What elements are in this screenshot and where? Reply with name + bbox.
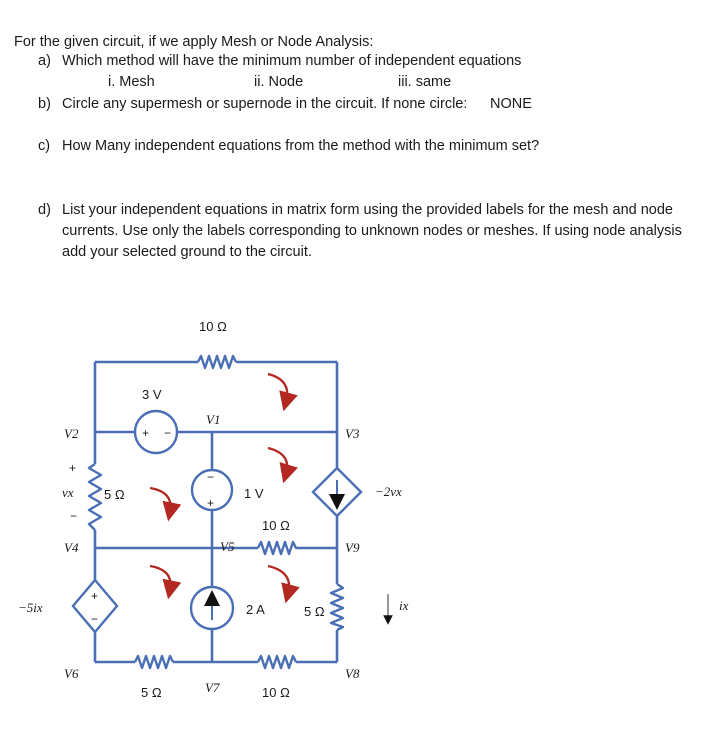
source-3v-label: 3 V (142, 387, 162, 402)
dep-source-minus-sign: − (91, 612, 99, 626)
question-d-line-1: List your independent equations in matrix form using the provided labels for the mesh and node (62, 202, 673, 218)
resistor-bottom-left-label: 5 Ω (141, 685, 162, 700)
intro-text: For the given circuit, if we apply Mesh or Node Analysis: (14, 34, 374, 50)
question-d-label: d) (38, 202, 51, 218)
option-same[interactable]: iii. same (398, 74, 452, 90)
dependent-voltage-label: −5ix (18, 600, 43, 615)
dependent-current-label: −2vx (375, 484, 402, 499)
option-none[interactable]: NONE (490, 96, 532, 112)
resistor-bottom-right (258, 656, 296, 668)
source-1v-plus-sign: + (207, 496, 215, 510)
resistor-top-label: 10 Ω (199, 319, 227, 334)
mesh-arrow-lower-right-icon (268, 566, 289, 594)
vx-minus-sign: − (70, 509, 78, 523)
resistor-middle (258, 542, 298, 554)
node-v7-label: V7 (205, 680, 220, 695)
node-v1-label: V1 (206, 412, 221, 427)
question-a-text: Which method will have the minimum number of independent equations (62, 53, 522, 69)
question-c-text: How Many independent equations from the method with the minimum set? (62, 138, 540, 154)
vx-plus-sign: + (69, 461, 77, 475)
resistor-right (331, 584, 343, 630)
option-mesh[interactable]: i. Mesh (108, 74, 155, 90)
question-d-line-2: currents. Use only the labels corresponding to unknown nodes or meshes. If using node analysis (62, 223, 682, 239)
resistor-left (89, 464, 101, 530)
node-v8-label: V8 (345, 666, 360, 681)
question-a-label: a) (38, 53, 51, 69)
source-3v-minus-sign: − (164, 426, 172, 440)
source-1v-label: 1 V (244, 486, 264, 501)
resistor-top (198, 356, 236, 368)
mesh-arrow-top-icon (268, 374, 287, 402)
resistor-right-label: 5 Ω (304, 604, 325, 619)
question-c-label: c) (38, 138, 51, 154)
question-b-text: Circle any supermesh or supernode in the circuit. If none circle: (62, 96, 468, 112)
question-d-line-3: add your selected ground to the circuit. (62, 244, 312, 260)
resistor-middle-label: 10 Ω (262, 518, 290, 533)
source-1v-minus-sign: − (207, 470, 215, 484)
node-v3-label: V3 (345, 426, 360, 441)
ix-label: ix (399, 598, 409, 613)
mesh-arrow-left-icon (150, 488, 171, 512)
dep-source-plus-sign: + (91, 589, 99, 603)
source-3v-plus-sign: + (142, 426, 150, 440)
node-v2-label: V2 (64, 426, 79, 441)
vx-label: vx (62, 485, 74, 500)
source-2a-label: 2 A (246, 602, 265, 617)
resistor-bottom-right-label: 10 Ω (262, 685, 290, 700)
resistor-left-label: 5 Ω (104, 487, 125, 502)
mesh-arrow-lower-left-icon (150, 566, 171, 590)
node-v5-label: V5 (220, 539, 235, 554)
node-v9-label: V9 (345, 540, 360, 555)
mesh-arrow-upper-right-icon (268, 448, 287, 474)
node-v4-label: V4 (64, 540, 79, 555)
resistor-bottom-left (135, 656, 173, 668)
question-b-label: b) (38, 96, 51, 112)
node-v6-label: V6 (64, 666, 79, 681)
option-node[interactable]: ii. Node (254, 74, 304, 90)
